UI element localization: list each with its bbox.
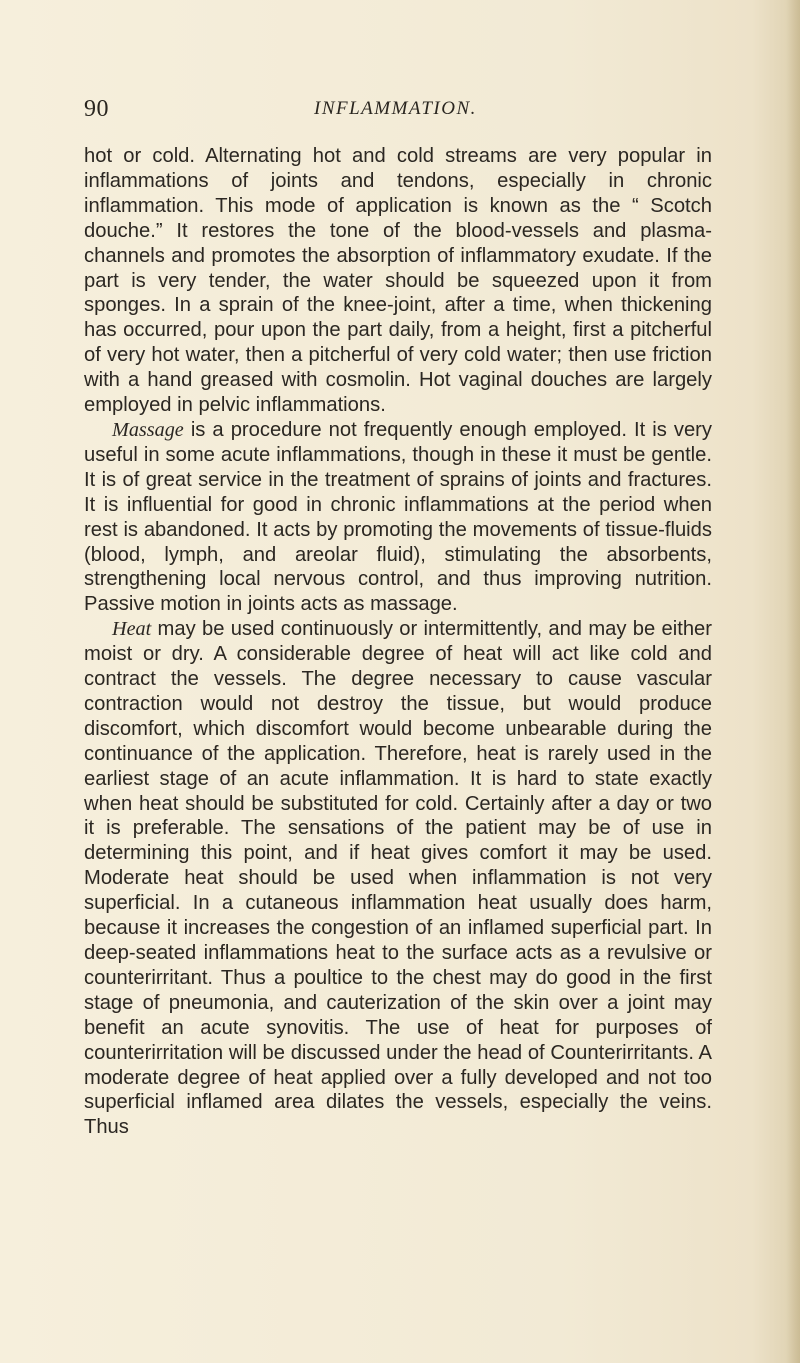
paragraph-lead: Massage — [112, 418, 184, 441]
body-text — [84, 144, 712, 1140]
paragraph — [84, 144, 712, 418]
paragraph-text: hot or cold. Alternating hot and cold streams are very popular in inflammations of joints and tendons, especially in chronic inflammation. This mode of application is known as the “ Scotch douche.” It restores the tone of the blood-vessels and plasma-channels and promotes the absorption of inflammatory exudate. If the part is very tender, the water should be squeezed upon it from sponges. In a sprain of the knee-joint, after a time, when thickening has occurred, pour upon the part daily, from a height, first a pitcherful of very hot water, then a pitcherful of very cold water; then use friction with a hand greased with cosmolin. Hot vaginal douches are largely employed in pelvic inflammations. — [84, 145, 712, 417]
page-edge-shadow — [786, 0, 800, 1363]
running-head: INFLAMMATION. — [314, 98, 477, 119]
page-header — [84, 96, 724, 126]
paragraph-text: may be used continuously or intermittently, and may be either moist or dry. A considerable degree of heat will act like cold and contract the vessels. The degree necessary to cause vascular contraction would not destroy the tissue, but would produce discomfort, which discomfort would become unbearable during the continuance of the application. Therefore, heat is rarely used in the earliest stage of an acute inflammation. It is hard to state exactly when heat should be substituted for cold. Certainly after a day or two it is preferable. The sensations of the patient may be of use in determining this point, and if heat gives comfort it may be used. Moderate heat should be used when inflammation is not very superficial. In a cutaneous inflammation heat usually does harm, because it increases the congestion of an inflamed superficial part. In deep-seated inflammations heat to the surface acts as a revulsive or counterirritant. Thus a poultice to the chest may do good in the first stage of pneumonia, and cauterization of the skin over a joint may benefit an acute synovitis. The use of heat for purposes of counterirritation will be discussed under the head of Counterirritants. A moderate degree of heat applied over a fully developed and not too superficial inflamed area dilates the vessels, especially the veins. Thus — [84, 618, 712, 1139]
paragraph-text: is a procedure not frequently enough employed. It is very useful in some acute inflammations, though in these it must be gentle. It is of great service in the treatment of sprains of joints and fractures. It is influential for good in chronic inflammations at the period when rest is abandoned. It acts by promoting the movements of tissue-fluids (blood, lymph, and areolar fluid), stimulating the absorbents, strengthening local nervous control, and thus improving nutrition. Passive motion in joints acts as massage. — [84, 418, 712, 616]
page-number: 90 — [84, 96, 109, 122]
paragraph — [84, 418, 712, 617]
paragraph — [84, 617, 712, 1140]
paragraph-lead: Heat — [112, 618, 152, 641]
